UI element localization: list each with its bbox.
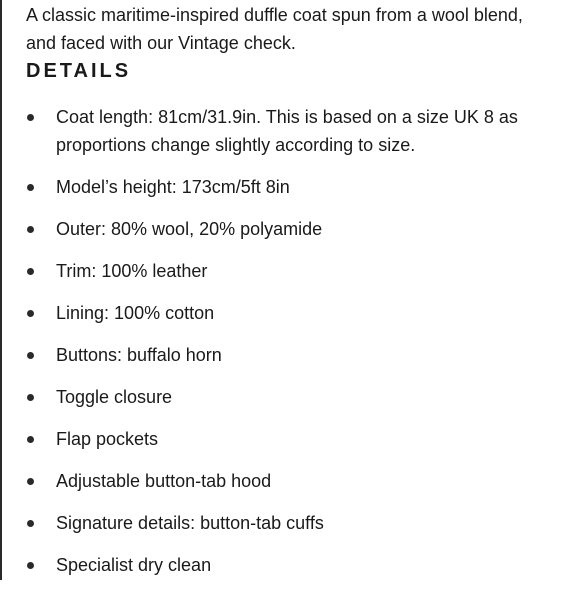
list-item-text: Adjustable button-tab hood	[56, 471, 272, 491]
list-item	[26, 215, 556, 243]
bullet-icon	[27, 520, 34, 527]
list-item-text: Signature details: button-tab cuffs	[56, 513, 324, 533]
bullet-icon	[27, 184, 34, 191]
list-item-text: Model’s height: 173cm/5ft 8in	[56, 177, 290, 197]
bullet-icon	[27, 478, 34, 485]
list-item	[26, 467, 556, 495]
list-item-text: Coat length: 81cm/31.9in. This is based on a size UK 8 as proportions change slightly according to size.	[56, 107, 518, 155]
bullet-icon	[27, 394, 34, 401]
list-item	[26, 509, 556, 537]
list-item	[26, 383, 556, 411]
list-item-text: Flap pockets	[56, 429, 159, 449]
list-item-text: Toggle closure	[56, 387, 173, 407]
bullet-icon	[27, 436, 34, 443]
bullet-icon	[27, 310, 34, 317]
bullet-icon	[27, 226, 34, 233]
list-item-text: Outer: 80% wool, 20% polyamide	[56, 219, 323, 239]
bullet-icon	[27, 114, 34, 121]
list-item	[26, 341, 556, 369]
bullet-icon	[27, 562, 34, 569]
bullet-icon	[27, 352, 34, 359]
details-list	[26, 103, 556, 579]
list-item	[26, 299, 556, 327]
list-item-text: Buttons: buffalo horn	[56, 345, 222, 365]
list-item	[26, 257, 556, 285]
product-intro-text: A classic maritime-inspired duffle coat spun from a wool blend, and faced with our Vintage check.	[26, 5, 523, 53]
bullet-icon	[27, 268, 34, 275]
list-item	[26, 425, 556, 453]
product-description	[26, 0, 556, 593]
list-item	[26, 103, 556, 159]
list-item-text: Specialist dry clean	[56, 555, 212, 575]
list-item-text: Trim: 100% leather	[56, 261, 208, 281]
details-heading: DETAILS	[26, 60, 132, 82]
list-item	[26, 551, 556, 579]
list-item-text: Lining: 100% cotton	[56, 303, 215, 323]
list-item	[26, 173, 556, 201]
left-border-rule	[0, 0, 2, 580]
